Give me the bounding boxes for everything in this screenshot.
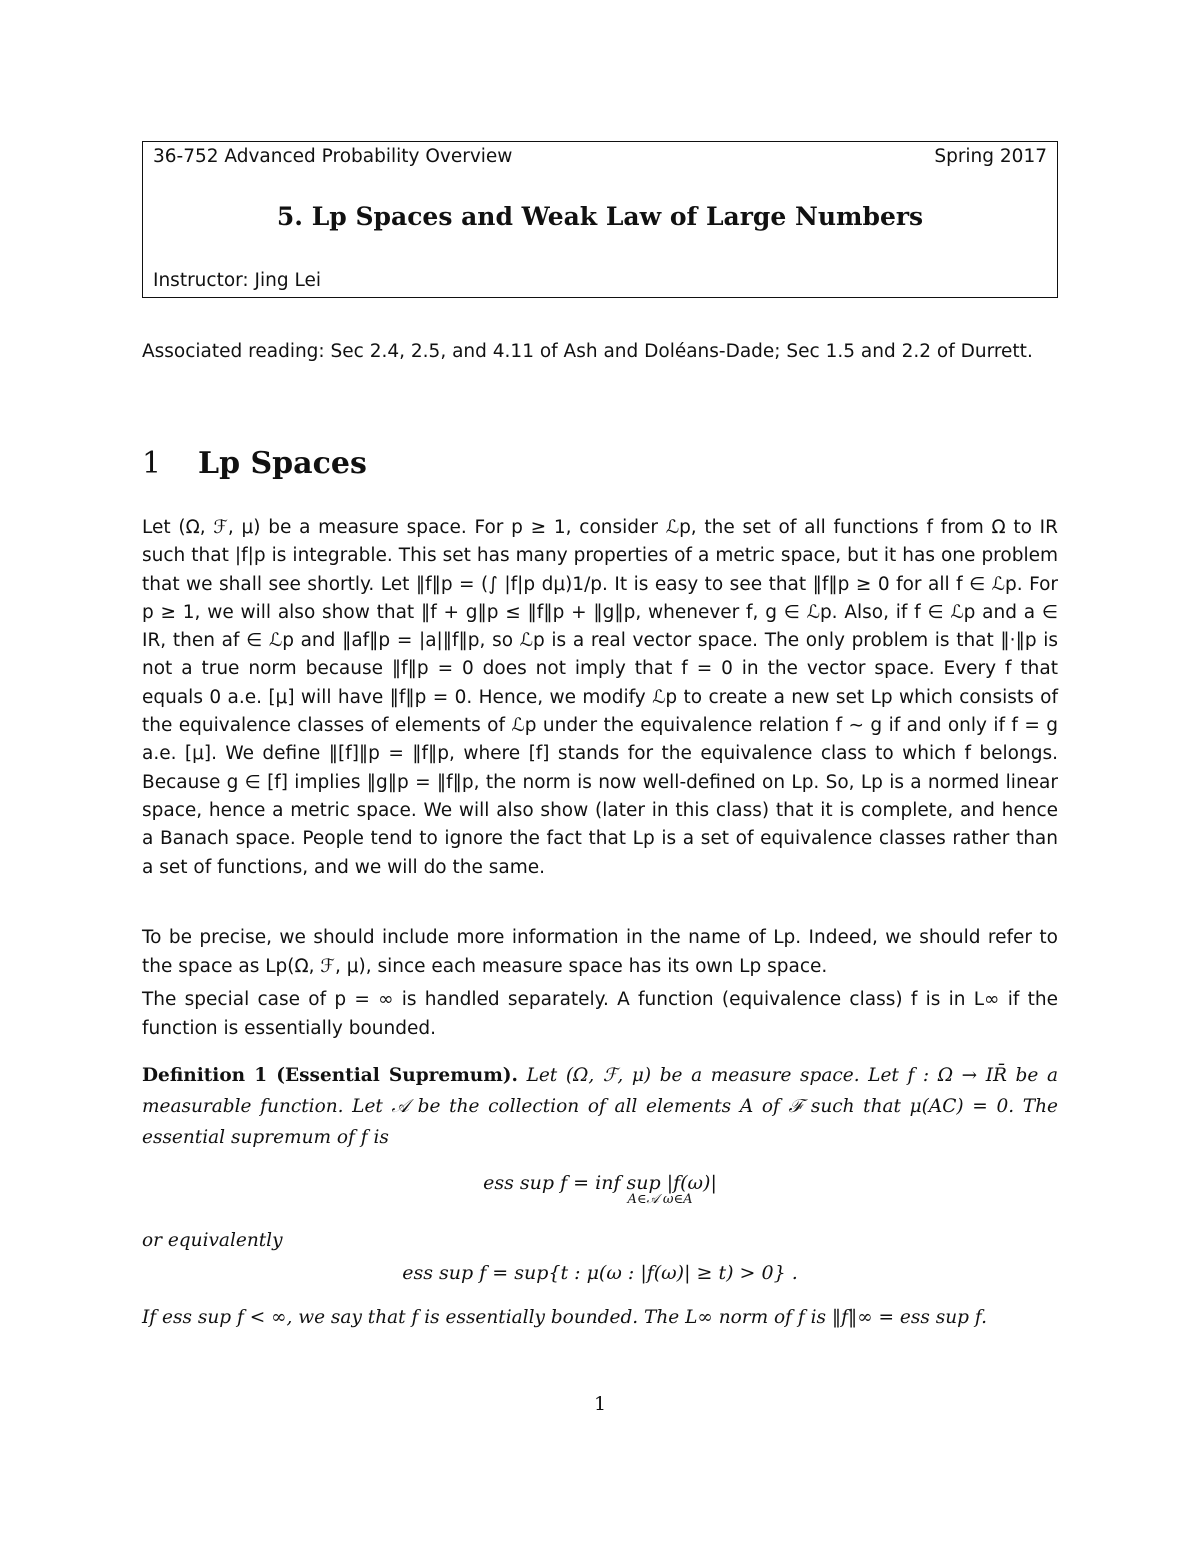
- or-equivalently-text: or equivalently: [142, 1230, 283, 1251]
- page-number: 1: [593, 1393, 607, 1415]
- definition-text: Let (Ω, ℱ, μ) be a measure space. Let f : Ω → IR̄ be a measurable function. Let 𝒜 be the collection of all elements A of ℱ such that μ(AC) = 0. The essential supremum of f is: [142, 1065, 1058, 1148]
- definition-essential-supremum: [142, 1060, 1058, 1153]
- paragraph-essentially-bounded: If ess sup f < ∞, we say that f is essentially bounded. The L∞ norm of f is ‖f‖∞ = ess sup f.: [142, 1307, 987, 1328]
- term-label: Spring 2017: [934, 146, 1047, 167]
- associated-reading: Associated reading: Sec 2.4, 2.5, and 4.11 of Ash and Doléans-Dade; Sec 1.5 and 2.2 of Durrett.: [142, 341, 1033, 362]
- section-number: 1: [142, 446, 162, 481]
- instructor-line: Instructor: Jing Lei: [153, 270, 321, 291]
- equation-ess-sup-subscripts: A∈𝒜 ω∈A: [627, 1192, 693, 1207]
- equation-ess-sup-main: ess sup f = inf sup |f(ω)|: [483, 1172, 717, 1194]
- equation-ess-sup-inf: [0, 1172, 1200, 1207]
- paragraph-infinity-case: The special case of p = ∞ is handled separately. A function (equivalence class) f is in L∞ if the function is essentially bounded.: [142, 989, 1058, 1039]
- paragraph-lp-definition: Let (Ω, ℱ, μ) be a measure space. For p ≥ 1, consider ℒp, the set of all functions f from Ω to IR such that |f|p is integrable. This set has many properties of a metric space, but it has one problem that we shall see shortly. Let ‖f‖p = (∫ |f|p dμ)1/p. It is easy to see that ‖f‖p ≥ 0 for all f ∈ ℒp. For p ≥ 1, we will also show that ‖f + g‖p ≤ ‖f‖p + ‖g‖p, whenever f, g ∈ ℒp. Also, if f ∈ ℒp and a ∈ IR, then af ∈ ℒp and ‖af‖p = |a|‖f‖p, so ℒp is a real vector space. The only problem is that ‖·‖p is not a true norm because ‖f‖p = 0 does not imply that f = 0 in the vector space. Every f that equals 0 a.e. [μ] will have ‖f‖p = 0. Hence, we modify ℒp to create a new set Lp which consists of the equivalence classes of elements of ℒp under the equivalence relation f ∼ g if and only if f = g a.e. [μ]. We define ‖[f]‖p = ‖f‖p, where [f] stands for the equivalence class to which f belongs. Because g ∈ [f] implies ‖g‖p = ‖f‖p, the norm is now well-defined on Lp. So, Lp is a normed linear space, hence a metric space. We will also show (later in this class) that it is complete, and hence a Banach space. People tend to ignore the fact that Lp is a set of equivalence classes rather than a set of functions, and we will do the same.: [142, 517, 1058, 878]
- paragraph-precise-naming: To be precise, we should include more information in the name of Lp. Indeed, we should refer to the space as Lp(Ω, ℱ, μ), since each measure space has its own Lp space.: [142, 927, 1058, 977]
- lecture-header-box: [142, 141, 1058, 298]
- course-title: 36-752 Advanced Probability Overview: [153, 146, 513, 167]
- section-title: Lp Spaces: [198, 446, 367, 481]
- lecture-title: 5. Lp Spaces and Weak Law of Large Numbers: [276, 202, 924, 231]
- definition-label: Definition 1 (Essential Supremum).: [142, 1065, 518, 1086]
- equation-ess-sup-alternative: ess sup f = sup{t : μ(ω : |f(ω)| ≥ t) > 0} .: [402, 1262, 798, 1284]
- section-heading: [142, 446, 367, 481]
